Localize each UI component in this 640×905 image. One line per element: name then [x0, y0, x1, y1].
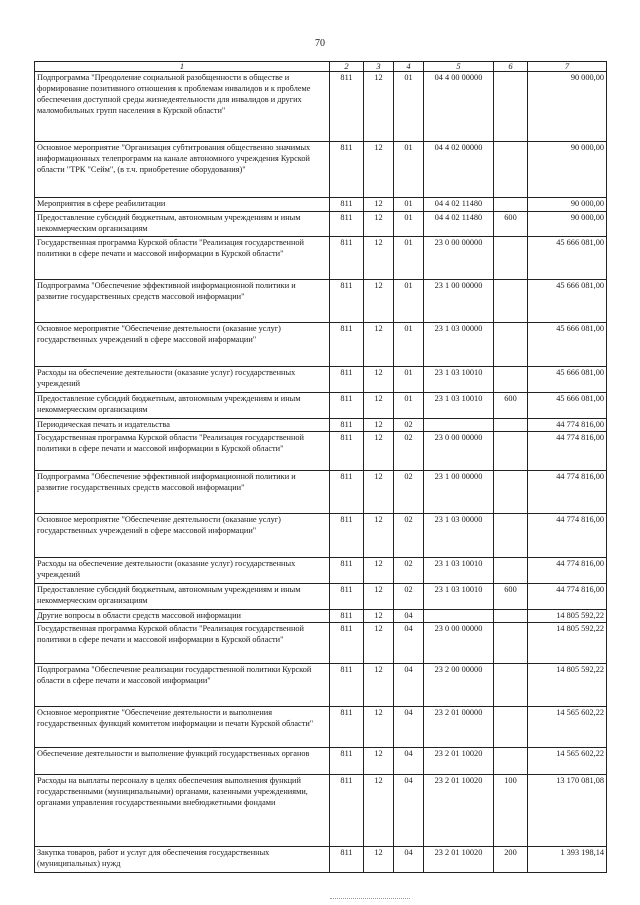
row-section: 12 — [364, 847, 394, 873]
row-subsection: 04 — [394, 707, 424, 748]
row-target-article: 23 2 00 00000 — [424, 664, 494, 707]
page-number: 70 — [315, 38, 325, 49]
row-admin-code: 811 — [330, 237, 364, 280]
row-name: Расходы на обеспечение деятельности (оказание услуг) государственных учреждений — [35, 558, 330, 584]
column-header: 6 — [494, 62, 528, 72]
table-row — [35, 610, 607, 623]
row-target-article: 23 0 00 00000 — [424, 237, 494, 280]
row-name: Основное мероприятие "Обеспечение деятельности (оказание услуг) государственных учреждений в сфере массовой информации" — [35, 323, 330, 367]
row-section: 12 — [364, 212, 394, 237]
row-subsection: 01 — [394, 72, 424, 142]
row-subsection: 04 — [394, 775, 424, 847]
row-name: Основное мероприятие "Обеспечение деятельности и выполнения государственных функций комитетом информации и печати Курской области" — [35, 707, 330, 748]
row-target-article: 23 2 01 10020 — [424, 748, 494, 775]
row-target-article: 04 4 02 11480 — [424, 212, 494, 237]
row-target-article: 23 1 00 00000 — [424, 471, 494, 514]
row-subsection: 04 — [394, 664, 424, 707]
row-subsection: 04 — [394, 623, 424, 664]
budget-table — [34, 61, 607, 873]
row-admin-code: 811 — [330, 514, 364, 558]
row-name: Периодическая печать и издательства — [35, 419, 330, 432]
row-amount: 14 805 592,22 — [528, 610, 607, 623]
row-subsection: 04 — [394, 748, 424, 775]
row-expense-type — [494, 72, 528, 142]
row-section: 12 — [364, 471, 394, 514]
row-name: Другие вопросы в области средств массовой информации — [35, 610, 330, 623]
row-section: 12 — [364, 237, 394, 280]
row-amount: 90 000,00 — [528, 72, 607, 142]
row-subsection: 02 — [394, 471, 424, 514]
column-header: 1 — [35, 62, 330, 72]
row-target-article: 23 2 01 00000 — [424, 707, 494, 748]
table-row — [35, 280, 607, 323]
column-header: 4 — [394, 62, 424, 72]
row-admin-code: 811 — [330, 558, 364, 584]
row-expense-type — [494, 471, 528, 514]
table-row — [35, 748, 607, 775]
table-row — [35, 775, 607, 847]
row-section: 12 — [364, 393, 394, 419]
row-section: 12 — [364, 558, 394, 584]
row-admin-code: 811 — [330, 432, 364, 471]
row-subsection: 01 — [394, 323, 424, 367]
scan-artifact — [330, 895, 410, 899]
row-expense-type: 600 — [494, 584, 528, 610]
row-section: 12 — [364, 72, 394, 142]
table-row — [35, 558, 607, 584]
row-target-article: 23 0 00 00000 — [424, 432, 494, 471]
row-subsection: 02 — [394, 514, 424, 558]
column-header: 3 — [364, 62, 394, 72]
row-section: 12 — [364, 280, 394, 323]
row-admin-code: 811 — [330, 419, 364, 432]
row-expense-type — [494, 623, 528, 664]
row-name: Государственная программа Курской области "Реализация государственной политики в сфере печати и массовой информации в Курской области" — [35, 432, 330, 471]
row-section: 12 — [364, 323, 394, 367]
row-name: Предоставление субсидий бюджетным, автономным учреждениям и иным некоммерческим организациям — [35, 393, 330, 419]
row-name: Мероприятия в сфере реабилитации — [35, 198, 330, 212]
table-row — [35, 514, 607, 558]
column-header: 2 — [330, 62, 364, 72]
row-subsection: 01 — [394, 198, 424, 212]
table-row — [35, 323, 607, 367]
row-subsection: 02 — [394, 558, 424, 584]
row-subsection: 01 — [394, 212, 424, 237]
row-target-article: 23 1 00 00000 — [424, 280, 494, 323]
row-name: Государственная программа Курской области "Реализация государственной политики в сфере печати и массовой информации в Курской области" — [35, 237, 330, 280]
row-amount: 45 666 081,00 — [528, 393, 607, 419]
row-expense-type — [494, 748, 528, 775]
row-expense-type: 600 — [494, 212, 528, 237]
row-section: 12 — [364, 432, 394, 471]
row-name: Государственная программа Курской области "Реализация государственной политики в сфере печати и массовой информации в Курской области" — [35, 623, 330, 664]
table-row — [35, 471, 607, 514]
row-target-article: 23 1 03 00000 — [424, 323, 494, 367]
row-target-article: 23 1 03 10010 — [424, 393, 494, 419]
row-name: Подпрограмма "Обеспечение реализации государственной политики Курской области в сфере печати и массовой информации" — [35, 664, 330, 707]
row-name: Предоставление субсидий бюджетным, автономным учреждениям и иным некоммерческим организациям — [35, 212, 330, 237]
row-admin-code: 811 — [330, 707, 364, 748]
row-section: 12 — [364, 142, 394, 198]
table-row — [35, 584, 607, 610]
row-expense-type: 200 — [494, 847, 528, 873]
row-section: 12 — [364, 707, 394, 748]
row-admin-code: 811 — [330, 610, 364, 623]
row-target-article: 23 0 00 00000 — [424, 623, 494, 664]
row-amount: 44 774 816,00 — [528, 419, 607, 432]
row-amount: 1 393 198,14 — [528, 847, 607, 873]
row-expense-type — [494, 432, 528, 471]
table-row — [35, 142, 607, 198]
row-admin-code: 811 — [330, 584, 364, 610]
table-row — [35, 419, 607, 432]
row-amount: 44 774 816,00 — [528, 558, 607, 584]
row-subsection: 01 — [394, 280, 424, 323]
row-subsection: 01 — [394, 367, 424, 393]
row-target-article: 23 2 01 10020 — [424, 847, 494, 873]
row-amount: 44 774 816,00 — [528, 514, 607, 558]
row-amount: 45 666 081,00 — [528, 323, 607, 367]
row-subsection: 01 — [394, 393, 424, 419]
table-row — [35, 393, 607, 419]
row-subsection: 04 — [394, 610, 424, 623]
row-expense-type — [494, 367, 528, 393]
row-subsection: 04 — [394, 847, 424, 873]
row-target-article: 04 4 02 00000 — [424, 142, 494, 198]
row-section: 12 — [364, 748, 394, 775]
row-expense-type — [494, 514, 528, 558]
row-name: Обеспечение деятельности и выполнение функций государственных органов — [35, 748, 330, 775]
row-admin-code: 811 — [330, 748, 364, 775]
row-amount: 14 565 602,22 — [528, 748, 607, 775]
table-row — [35, 367, 607, 393]
row-admin-code: 811 — [330, 367, 364, 393]
row-name: Подпрограмма "Обеспечение эффективной информационной политики и развитие государственных средств массовой информации" — [35, 280, 330, 323]
row-amount: 13 170 081,08 — [528, 775, 607, 847]
row-expense-type — [494, 558, 528, 584]
row-admin-code: 811 — [330, 847, 364, 873]
row-admin-code: 811 — [330, 72, 364, 142]
row-section: 12 — [364, 514, 394, 558]
row-amount: 44 774 816,00 — [528, 432, 607, 471]
row-name: Основное мероприятие "Организация субтитрования общественно значимых информационных телепрограмм на канале автономного учреждения Курской области "ТРК "Сейм", (в т.ч. приобретение оборудования)" — [35, 142, 330, 198]
row-admin-code: 811 — [330, 393, 364, 419]
row-section: 12 — [364, 198, 394, 212]
row-admin-code: 811 — [330, 664, 364, 707]
row-subsection: 02 — [394, 432, 424, 471]
table-row — [35, 237, 607, 280]
row-target-article: 23 2 01 10020 — [424, 775, 494, 847]
row-section: 12 — [364, 610, 394, 623]
row-name: Подпрограмма "Преодоление социальной разобщенности в обществе и формирование позитивного отношения к проблемам инвалидов и к проблеме обеспечения доступной среды жизнедеятельности для инвалидов и других маломобильных групп населения в Курской области" — [35, 72, 330, 142]
row-expense-type: 100 — [494, 775, 528, 847]
row-expense-type — [494, 142, 528, 198]
row-expense-type — [494, 280, 528, 323]
row-amount: 44 774 816,00 — [528, 584, 607, 610]
row-target-article: 04 4 00 00000 — [424, 72, 494, 142]
row-target-article: 04 4 02 11480 — [424, 198, 494, 212]
table-row — [35, 432, 607, 471]
row-target-article: 23 1 03 00000 — [424, 514, 494, 558]
row-expense-type — [494, 419, 528, 432]
row-admin-code: 811 — [330, 198, 364, 212]
table-row — [35, 847, 607, 873]
row-expense-type: 600 — [494, 393, 528, 419]
row-name: Основное мероприятие "Обеспечение деятельности (оказание услуг) государственных учреждений в сфере массовой информации" — [35, 514, 330, 558]
row-subsection: 01 — [394, 142, 424, 198]
row-name: Предоставление субсидий бюджетным, автономным учреждениям и иным некоммерческим организациям — [35, 584, 330, 610]
row-admin-code: 811 — [330, 212, 364, 237]
row-subsection: 02 — [394, 584, 424, 610]
table-row — [35, 623, 607, 664]
row-amount: 44 774 816,00 — [528, 471, 607, 514]
row-section: 12 — [364, 623, 394, 664]
column-header: 7 — [528, 62, 607, 72]
row-target-article — [424, 610, 494, 623]
row-section: 12 — [364, 775, 394, 847]
table-row — [35, 664, 607, 707]
row-target-article: 23 1 03 10010 — [424, 584, 494, 610]
table-row — [35, 198, 607, 212]
row-name: Расходы на обеспечение деятельности (оказание услуг) государственных учреждений — [35, 367, 330, 393]
row-name: Подпрограмма "Обеспечение эффективной информационной политики и развитие государственных средств массовой информации" — [35, 471, 330, 514]
row-expense-type — [494, 323, 528, 367]
row-section: 12 — [364, 419, 394, 432]
row-admin-code: 811 — [330, 323, 364, 367]
row-amount: 14 565 602,22 — [528, 707, 607, 748]
row-section: 12 — [364, 664, 394, 707]
row-admin-code: 811 — [330, 623, 364, 664]
row-section: 12 — [364, 367, 394, 393]
row-target-article: 23 1 03 10010 — [424, 367, 494, 393]
row-admin-code: 811 — [330, 280, 364, 323]
row-admin-code: 811 — [330, 471, 364, 514]
row-subsection: 02 — [394, 419, 424, 432]
row-amount: 14 805 592,22 — [528, 664, 607, 707]
header-row — [35, 62, 607, 72]
row-name: Расходы на выплаты персоналу в целях обеспечения выполнения функций государственными (муниципальными) органами, казенными учреждениями, органами управления государственными внебюджетными фондами — [35, 775, 330, 847]
table-row — [35, 212, 607, 237]
row-amount: 14 805 592,22 — [528, 623, 607, 664]
row-amount: 45 666 081,00 — [528, 280, 607, 323]
row-expense-type — [494, 610, 528, 623]
column-header: 5 — [424, 62, 494, 72]
row-expense-type — [494, 198, 528, 212]
row-amount: 90 000,00 — [528, 212, 607, 237]
row-amount: 45 666 081,00 — [528, 237, 607, 280]
row-amount: 90 000,00 — [528, 198, 607, 212]
row-subsection: 01 — [394, 237, 424, 280]
row-expense-type — [494, 664, 528, 707]
row-expense-type — [494, 237, 528, 280]
row-target-article — [424, 419, 494, 432]
row-section: 12 — [364, 584, 394, 610]
table-row — [35, 72, 607, 142]
row-expense-type — [494, 707, 528, 748]
row-name: Закупка товаров, работ и услуг для обеспечения государственных (муниципальных) нужд — [35, 847, 330, 873]
row-admin-code: 811 — [330, 142, 364, 198]
row-amount: 45 666 081,00 — [528, 367, 607, 393]
row-amount: 90 000,00 — [528, 142, 607, 198]
table-row — [35, 707, 607, 748]
row-admin-code: 811 — [330, 775, 364, 847]
row-target-article: 23 1 03 10010 — [424, 558, 494, 584]
